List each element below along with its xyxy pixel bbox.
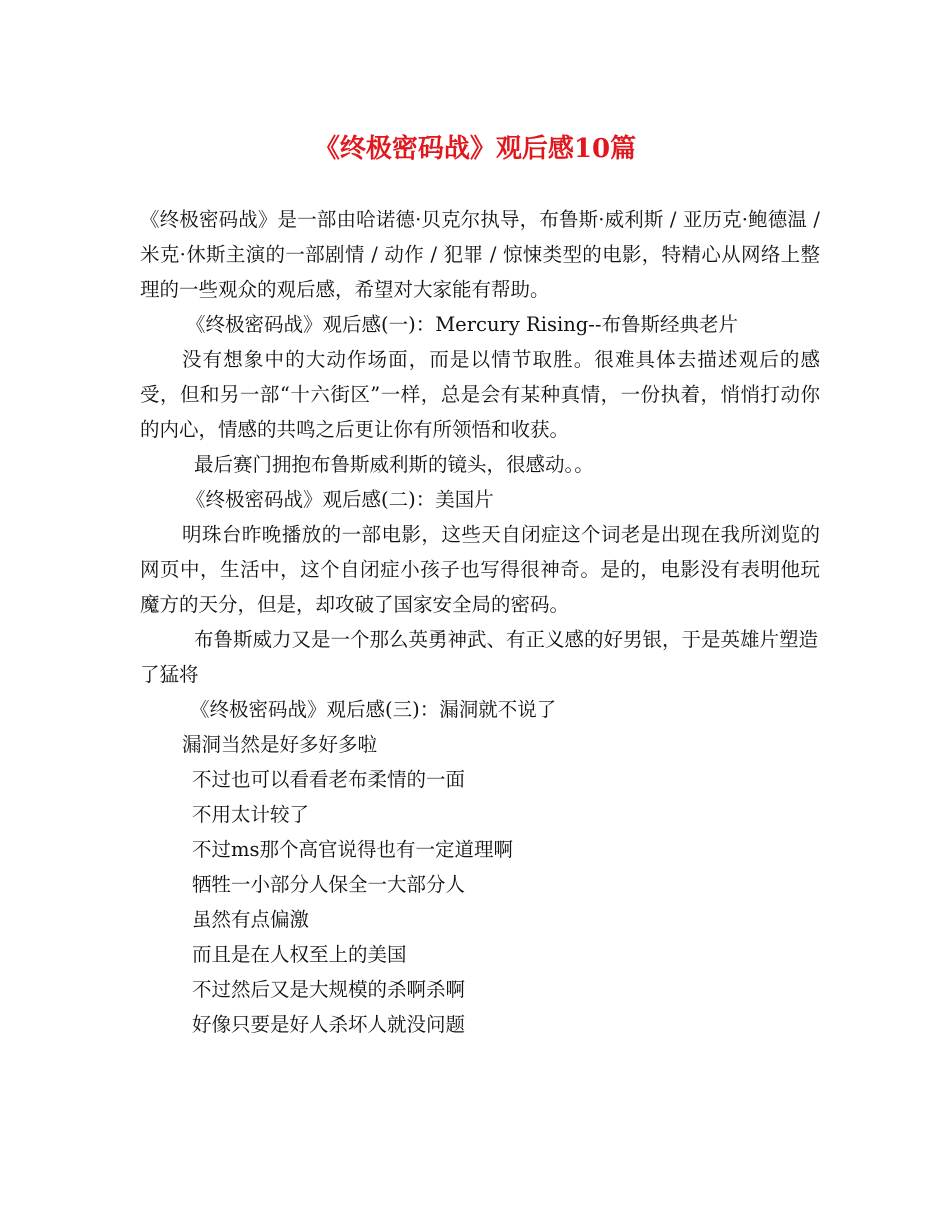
review-3-line: 好像只要是好人杀坏人就没问题 (192, 1013, 466, 1036)
review-3-first-line: 漏洞当然是好多好多啦 (182, 733, 378, 756)
review-3-line: 虽然有点偏激 (192, 908, 310, 931)
review-3-line: 不过也可以看看老布柔情的一面 (192, 768, 466, 791)
review-3-line: 而且是在人权至上的美国 (192, 943, 407, 966)
review-3-line: 不过ms那个高官说得也有一定道理啊 (192, 838, 513, 861)
review-3-heading: 《终极密码战》观后感(三)：漏洞就不说了 (190, 698, 557, 721)
document-title: 《终极密码战》观后感10篇 (313, 134, 637, 164)
review-1-paragraph-1: 没有想象中的大动作场面，而是以情节取胜。很难具体去描述观后的感受，但和另一部“十六街区”一样，总是会有某种真情，一份执着，悄悄打动你的内心，情感的共鸣之后更让你有所领悟和收获。 (140, 348, 820, 441)
review-2-heading: 《终极密码战》观后感(二)：美国片 (186, 488, 494, 511)
review-3-line: 不过然后又是大规模的杀啊杀啊 (192, 978, 466, 1001)
review-3-line: 不用太计较了 (192, 803, 310, 826)
review-2-paragraph-1: 明珠台昨晚播放的一部电影，这些天自闭症这个词老是出现在我所浏览的网页中，生活中，这个自闭症小孩子也写得很神奇。是的，电影没有表明他玩魔方的天分，但是，却攻破了国家安全局的密码。 (140, 523, 820, 616)
review-3-line: 牺牲一小部分人保全一大部分人 (192, 873, 466, 896)
intro-paragraph: 《终极密码战》是一部由哈诺德·贝克尔执导，布鲁斯·威利斯 / 亚历克·鲍德温 / 米克·休斯主演的一部剧情 / 动作 / 犯罪 / 惊悚类型的电影，特精心从网络上整理的一些观众的观后感，希望对大家能有帮助。 (140, 208, 820, 301)
review-1-heading: 《终极密码战》观后感(一)：Mercury Rising--布鲁斯经典老片 (186, 313, 738, 336)
document-body (140, 202, 820, 1042)
review-1-paragraph-2: 最后赛门拥抱布鲁斯威利斯的镜头，很感动。。 (194, 453, 594, 476)
review-2-paragraph-2: 布鲁斯威力又是一个那么英勇神武、有正义感的好男银，于是英雄片塑造了猛将 (140, 628, 819, 686)
